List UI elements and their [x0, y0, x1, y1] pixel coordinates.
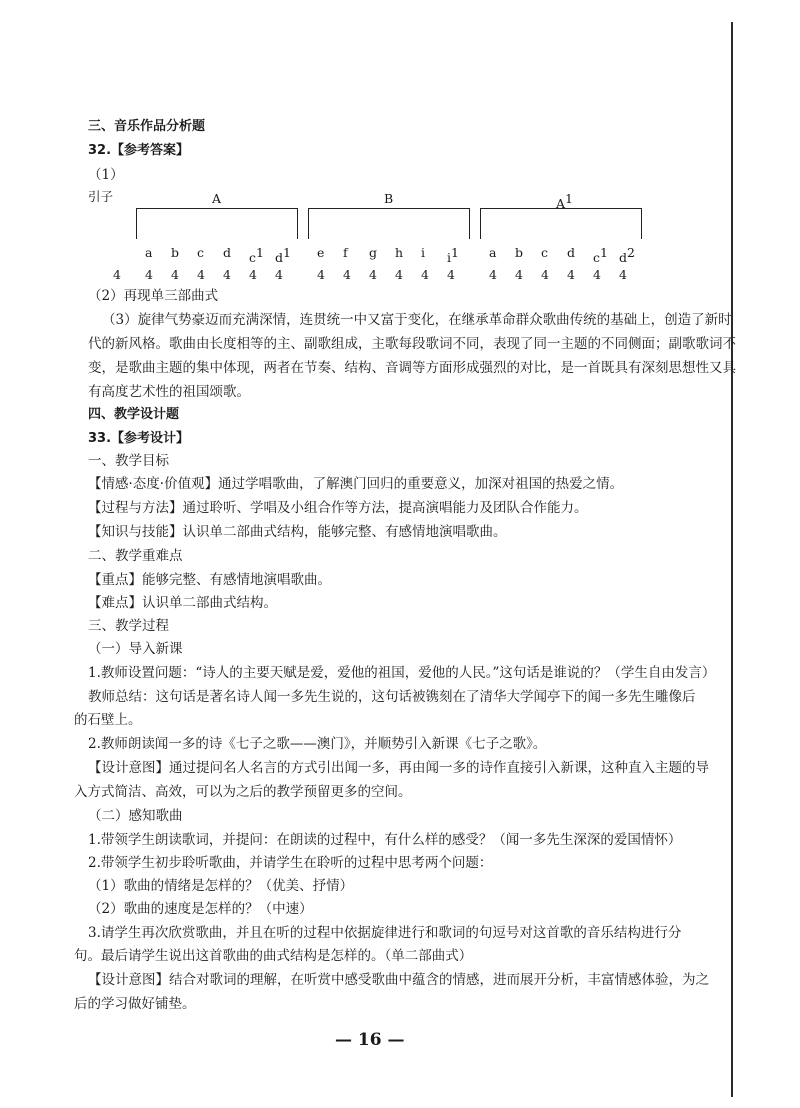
phrase-meter: 4 [317, 267, 325, 282]
phrase-meter: 4 [593, 267, 601, 282]
difficult-point: 【难点】认识单二部曲式结构。 [88, 595, 277, 611]
perceive-step-3-line-2: 句。最后请学生说出这首歌曲的曲式结构是怎样的。（单二部曲式） [74, 948, 473, 964]
phrase-superscript: 1 [283, 245, 291, 260]
phrase-superscript: 1 [600, 245, 608, 260]
phrase-meter: 4 [197, 267, 205, 282]
answer-part-3-line-3: 变，是歌曲主题的集中体现，两者在节奏、结构、音调等方面形成强烈的对比，是一首既具有深刻思想性又具 [88, 360, 736, 376]
answer-part-3-line-1: （3）旋律气势豪迈而充满深情，连贯统一中又富于变化，在继承革命群众歌曲传统的基础上，创造了新时 [102, 312, 732, 328]
perceive-step-2: 2.带领学生初步聆听歌曲，并请学生在聆听的过程中思考两个问题： [88, 855, 493, 871]
phrase-label: a [489, 245, 497, 260]
question-32-label: 32.【参考答案】 [88, 143, 190, 158]
phrase-label: b [515, 245, 524, 260]
section-name-superscript: 1 [565, 191, 573, 206]
phrase-meter: 4 [249, 267, 257, 282]
phrase-label: h [395, 245, 404, 260]
perceive-design-intent-line-1: 【设计意图】结合对歌词的理解，在听赏中感受歌曲中蕴含的情感，进而展开分析，丰富情感体验，为之 [88, 972, 709, 988]
phrase-superscript: 1 [256, 245, 264, 260]
phrase-label: c1 [593, 245, 608, 266]
section-name-1: A [212, 191, 222, 206]
goal-emotion: 【情感·态度·价值观】通过学唱歌曲，了解澳门回归的重要意义，加深对祖国的热爱之情。 [88, 476, 624, 492]
intro-meter: 4 [113, 267, 121, 282]
phrase-label: i1 [447, 245, 459, 266]
phrase-meter: 4 [275, 267, 283, 282]
section-bracket-3 [480, 208, 642, 239]
perceive-design-intent-line-2: 后的学习做好铺垫。 [74, 996, 196, 1012]
intro-label: 引子 [88, 189, 114, 204]
phrase-label: a [145, 245, 153, 260]
process-title: 三、教学过程 [88, 618, 169, 634]
section-name-2: B [384, 191, 394, 206]
section-heading-teaching-design: 四、教学设计题 [88, 407, 180, 422]
phrase-label: c [197, 245, 205, 260]
phrase-label: g [369, 245, 378, 260]
phrase-label: c [541, 245, 549, 260]
phrase-superscript: 1 [451, 245, 459, 260]
phrase-meter: 4 [619, 267, 627, 282]
intro-design-intent-line-1: 【设计意图】通过提问名人名言的方式引出闻一多，再由闻一多的诗作直接引入新课，这种直入主题的导 [88, 760, 709, 776]
answer-part-1: （1） [88, 167, 124, 183]
phrase-meter: 4 [369, 267, 377, 282]
phrase-label: d [567, 245, 576, 260]
phrase-meter: 4 [447, 267, 455, 282]
goals-title: 一、教学目标 [88, 453, 169, 469]
phrase-label: d [223, 245, 232, 260]
phrase-meter: 4 [421, 267, 429, 282]
section-bracket-2 [308, 208, 470, 239]
binding-edge-line [731, 22, 733, 1097]
key-points-title: 二、教学重难点 [88, 548, 183, 564]
intro-step-2: 2.教师朗读闻一多的诗《七子之歌——澳门》，并顺势引入新课《七子之歌》。 [88, 736, 547, 752]
phrase-meter: 4 [145, 267, 153, 282]
key-point: 【重点】能够完整、有感情地演唱歌曲。 [88, 572, 331, 588]
phrase-label: d1 [275, 245, 291, 266]
phrase-superscript: 2 [627, 245, 635, 260]
perceive-question-2: （2）歌曲的速度是怎样的？（中速） [88, 901, 313, 917]
phrase-meter: 4 [343, 267, 351, 282]
goal-process: 【过程与方法】通过聆听、学唱及小组合作等方法，提高演唱能力及团队合作能力。 [88, 500, 588, 516]
song-structure-diagram [88, 182, 648, 294]
goal-knowledge: 【知识与技能】认识单二部曲式结构，能够完整、有感情地演唱歌曲。 [88, 524, 507, 540]
phrase-label: c1 [249, 245, 264, 266]
question-33-label: 33.【参考设计】 [88, 431, 190, 446]
intro-step-1: 1.教师设置问题：“诗人的主要天赋是爱，爱他的祖国，爱他的人民。”这句话是谁说的？（学生自由发言） [88, 665, 716, 681]
phrase-meter: 4 [395, 267, 403, 282]
phrase-meter: 4 [515, 267, 523, 282]
section-heading-music-analysis: 三、音乐作品分析题 [88, 119, 206, 134]
perceive-song-title: （二）感知歌曲 [88, 808, 183, 824]
section-name-3: A1 [556, 191, 573, 212]
phrase-meter: 4 [489, 267, 497, 282]
perceive-question-1: （1）歌曲的情绪是怎样的？（优美、抒情） [88, 878, 354, 894]
phrase-meter: 4 [223, 267, 231, 282]
phrase-label: i [421, 245, 425, 260]
perceive-step-3-line-1: 3.请学生再次欣赏歌曲，并且在听的过程中依据旋律进行和歌词的句逗号对这首歌的音乐结构进行分 [88, 925, 682, 941]
page-number: — 16 — [335, 1030, 405, 1050]
phrase-label: b [171, 245, 180, 260]
phrase-label: e [317, 245, 325, 260]
answer-part-2: （2）再现单三部曲式 [88, 288, 219, 304]
phrase-meter: 4 [567, 267, 575, 282]
perceive-step-1: 1.带领学生朗读歌词，并提问：在朗读的过程中，有什么样的感受？（闻一多先生深深的爱国情怀） [88, 832, 682, 848]
intro-step-1-summary-line-1: 教师总结：这句话是著名诗人闻一多先生说的，这句话被镌刻在了清华大学闻亭下的闻一多先生雕像后 [88, 689, 696, 705]
intro-step-1-summary-line-2: 的石壁上。 [74, 712, 142, 728]
intro-design-intent-line-2: 入方式简洁、高效，可以为之后的教学预留更多的空间。 [74, 784, 412, 800]
section-bracket-1 [136, 208, 298, 239]
intro-lesson-title: （一）导入新课 [88, 641, 183, 657]
answer-part-3-line-4: 有高度艺术性的祖国颂歌。 [88, 384, 250, 400]
phrase-meter: 4 [541, 267, 549, 282]
answer-part-3-line-2: 代的新风格。歌曲由长度相等的主、副歌组成，主歌每段歌词不同，表现了同一主题的不同侧面；副歌歌词不 [88, 336, 736, 352]
phrase-label: d2 [619, 245, 635, 266]
phrase-label: f [343, 245, 348, 260]
phrase-meter: 4 [171, 267, 179, 282]
